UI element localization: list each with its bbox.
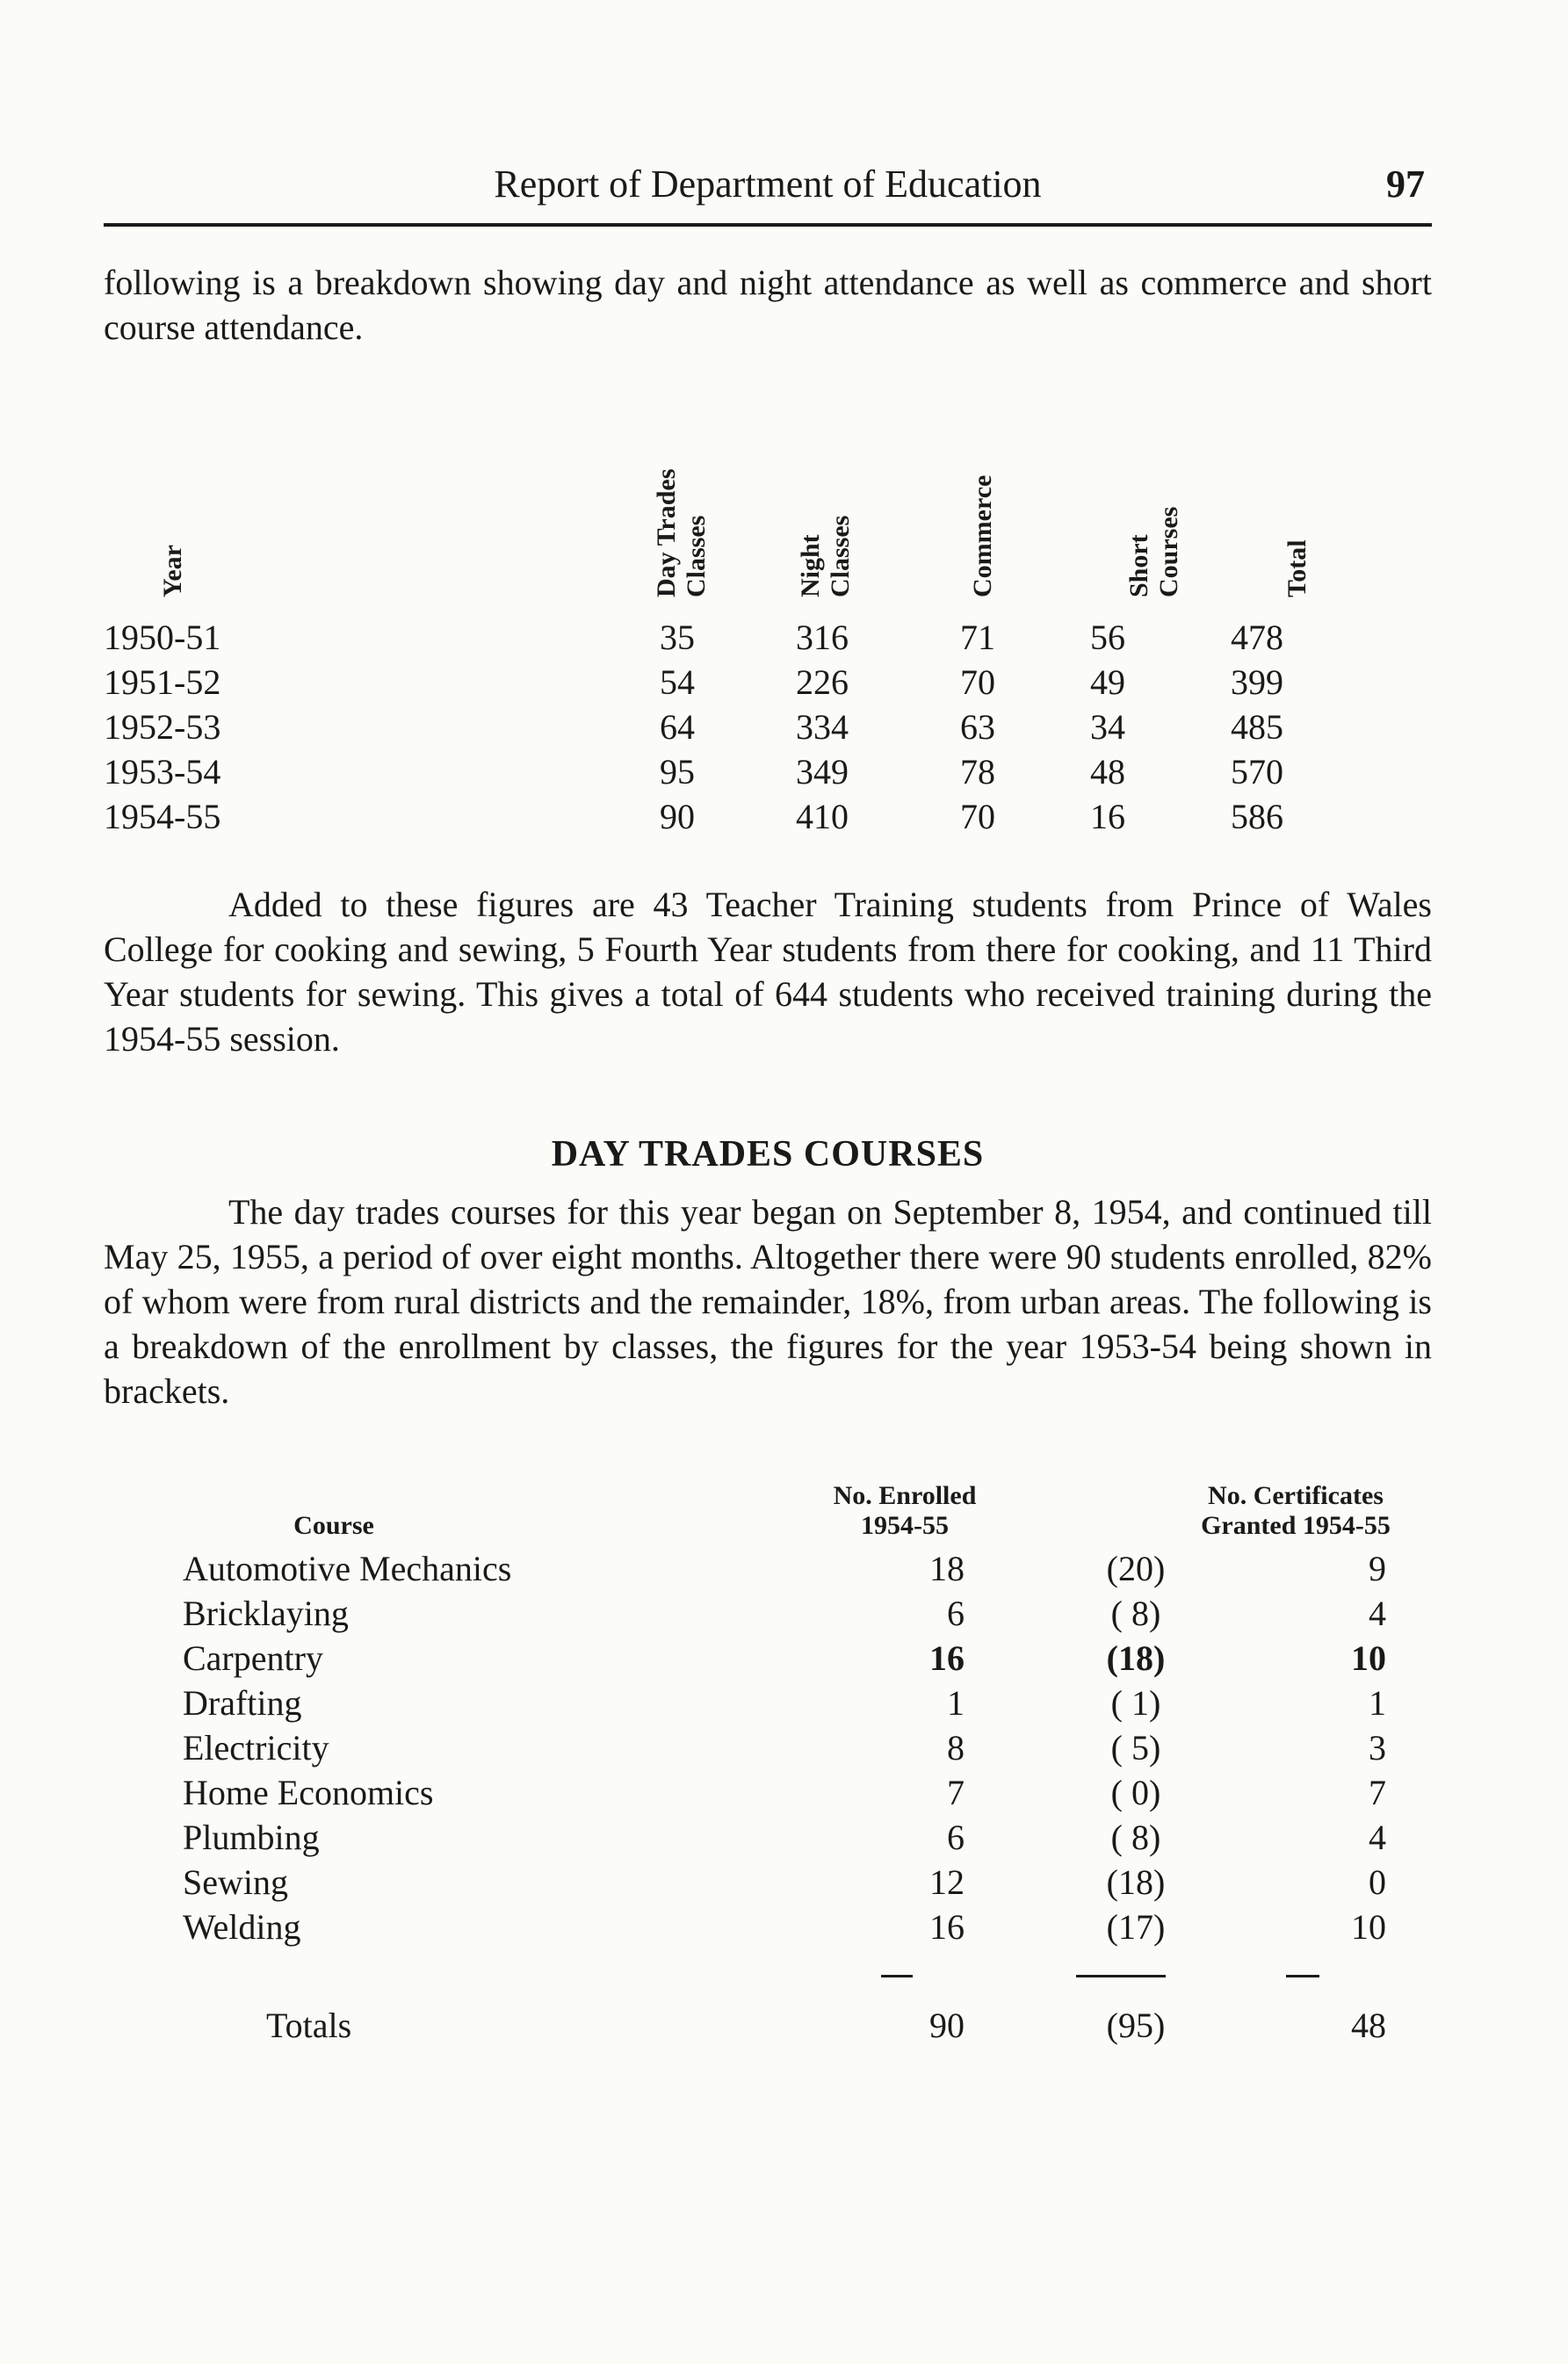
enrolled-cell: 8 bbox=[947, 1728, 965, 1768]
commerce-cell: 63 bbox=[960, 707, 995, 747]
added-figures-paragraph: Added to these figures are 43 Teacher Training students from Prince of Wales College for cooking and sewing, 5 Fourth Year students from there for cooking, and 11 Third Year students for sewing. This gives a total of 644 students who received training during the 1954-55 session. bbox=[104, 885, 1432, 1059]
certificates-total-rule bbox=[1286, 1975, 1319, 1977]
night-cell: 316 bbox=[796, 618, 849, 657]
day-trades-paragraph: The day trades courses for this year began on September 8, 1954, and continued till May 25, 1955, a period of over eight months. Altogether there were 90 students enrolled, 82% of whom were from rural districts and the remainder, 18%, from urban areas. The following is a breakdown of the enrollment by classes, the figures for the year 1953-54 being shown in brackets. bbox=[104, 1192, 1432, 1411]
course-row bbox=[104, 1727, 1432, 1772]
course-row bbox=[104, 1817, 1432, 1862]
header-enrolled: No. Enrolled 1954-55 bbox=[833, 1481, 977, 1540]
course-name: Automotive Mechanics bbox=[183, 1549, 512, 1588]
enrolled-cell: 12 bbox=[929, 1862, 965, 1902]
previous-year-cell: (18) bbox=[1106, 1638, 1166, 1678]
course-row bbox=[104, 1772, 1432, 1817]
previous-year-cell: ( 1) bbox=[1110, 1683, 1161, 1723]
enrolled-total: 90 bbox=[929, 2006, 965, 2045]
commerce-cell: 71 bbox=[960, 618, 995, 657]
short-cell: 49 bbox=[1090, 662, 1125, 702]
course-name: Bricklaying bbox=[183, 1594, 349, 1633]
previous-year-cell: ( 5) bbox=[1110, 1728, 1161, 1768]
night-cell: 226 bbox=[796, 662, 849, 702]
commerce-cell: 70 bbox=[960, 662, 995, 702]
day-cell: 64 bbox=[660, 707, 695, 747]
night-cell: 334 bbox=[796, 707, 849, 747]
intro-paragraph: following is a breakdown showing day and night attendance as well as commerce and short course attendance. bbox=[104, 263, 1432, 347]
certificates-cell: 3 bbox=[1369, 1728, 1386, 1768]
short-cell: 16 bbox=[1090, 797, 1125, 836]
enrolled-cell: 1 bbox=[947, 1683, 965, 1723]
enrolled-cell: 18 bbox=[929, 1549, 965, 1588]
enrolled-cell: 16 bbox=[929, 1907, 965, 1947]
short-cell: 48 bbox=[1090, 752, 1125, 792]
commerce-cell: 70 bbox=[960, 797, 995, 836]
attendance-row bbox=[104, 751, 1432, 796]
year-cell: 1954-55 bbox=[104, 797, 221, 836]
course-name: Sewing bbox=[183, 1862, 288, 1902]
course-name: Welding bbox=[183, 1907, 301, 1947]
certificates-cell: 10 bbox=[1351, 1907, 1386, 1947]
certificates-cell: 10 bbox=[1351, 1638, 1386, 1678]
day-cell: 54 bbox=[660, 662, 695, 702]
course-name: Home Economics bbox=[183, 1773, 434, 1812]
header-year: Year bbox=[158, 545, 187, 597]
totals-row bbox=[104, 2005, 1432, 2050]
enrolled-cell: 7 bbox=[947, 1773, 965, 1812]
course-row bbox=[104, 1548, 1432, 1593]
course-row bbox=[104, 1862, 1432, 1906]
header-course: Course bbox=[293, 1511, 374, 1540]
total-cell: 570 bbox=[1231, 752, 1283, 792]
course-name: Plumbing bbox=[183, 1818, 320, 1857]
header-rule bbox=[104, 223, 1432, 227]
previous-year-total: (95) bbox=[1106, 2006, 1166, 2045]
header-short-courses: Short Courses bbox=[1124, 506, 1183, 597]
short-cell: 56 bbox=[1090, 618, 1125, 657]
course-row bbox=[104, 1906, 1432, 1951]
enrolled-cell: 6 bbox=[947, 1594, 965, 1633]
year-cell: 1951-52 bbox=[104, 662, 221, 702]
certificates-cell: 4 bbox=[1369, 1594, 1386, 1633]
commerce-cell: 78 bbox=[960, 752, 995, 792]
section-heading: DAY TRADES COURSES bbox=[551, 1134, 985, 1175]
attendance-row bbox=[104, 796, 1432, 841]
day-cell: 95 bbox=[660, 752, 695, 792]
enrolled-cell: 16 bbox=[929, 1638, 965, 1678]
certificates-cell: 7 bbox=[1369, 1773, 1386, 1812]
totals-label: Totals bbox=[266, 2006, 352, 2045]
certificates-cell: 4 bbox=[1369, 1818, 1386, 1857]
certificates-total: 48 bbox=[1351, 2006, 1386, 2045]
year-cell: 1952-53 bbox=[104, 707, 221, 747]
previous-year-cell: ( 8) bbox=[1110, 1594, 1161, 1633]
course-row bbox=[104, 1593, 1432, 1637]
total-cell: 586 bbox=[1231, 797, 1283, 836]
night-cell: 349 bbox=[796, 752, 849, 792]
previous-total-rule bbox=[1076, 1975, 1166, 1977]
page-number: 97 bbox=[1386, 163, 1425, 206]
certificates-cell: 9 bbox=[1369, 1549, 1386, 1588]
previous-year-cell: ( 8) bbox=[1110, 1818, 1161, 1857]
previous-year-cell: (17) bbox=[1106, 1907, 1166, 1947]
running-title: Report of Department of Education bbox=[494, 163, 1042, 206]
year-cell: 1953-54 bbox=[104, 752, 221, 792]
attendance-row bbox=[104, 706, 1432, 751]
course-row bbox=[104, 1637, 1432, 1682]
attendance-row bbox=[104, 661, 1432, 706]
course-name: Drafting bbox=[183, 1683, 302, 1723]
enrolled-cell: 6 bbox=[947, 1818, 965, 1857]
course-row bbox=[104, 1682, 1432, 1727]
year-cell: 1950-51 bbox=[104, 618, 221, 657]
header-certificates: No. Certificates Granted 1954-55 bbox=[1201, 1481, 1391, 1540]
header-commerce: Commerce bbox=[968, 474, 997, 597]
previous-year-cell: (20) bbox=[1106, 1549, 1166, 1588]
total-cell: 478 bbox=[1231, 618, 1283, 657]
attendance-row bbox=[104, 617, 1432, 661]
total-cell: 399 bbox=[1231, 662, 1283, 702]
course-name: Electricity bbox=[183, 1728, 329, 1768]
enrolled-total-rule bbox=[881, 1975, 913, 1977]
day-cell: 35 bbox=[660, 618, 695, 657]
day-cell: 90 bbox=[660, 797, 695, 836]
total-cell: 485 bbox=[1231, 707, 1283, 747]
header-night-classes: Night Classes bbox=[796, 515, 855, 597]
short-cell: 34 bbox=[1090, 707, 1125, 747]
certificates-cell: 0 bbox=[1369, 1862, 1386, 1902]
page-header bbox=[104, 162, 1432, 214]
course-name: Carpentry bbox=[183, 1638, 323, 1678]
previous-year-cell: (18) bbox=[1106, 1862, 1166, 1902]
previous-year-cell: ( 0) bbox=[1110, 1773, 1161, 1812]
header-day-trades: Day Trades Classes bbox=[652, 468, 711, 597]
night-cell: 410 bbox=[796, 797, 849, 836]
certificates-cell: 1 bbox=[1369, 1683, 1386, 1723]
header-total: Total bbox=[1283, 539, 1311, 597]
